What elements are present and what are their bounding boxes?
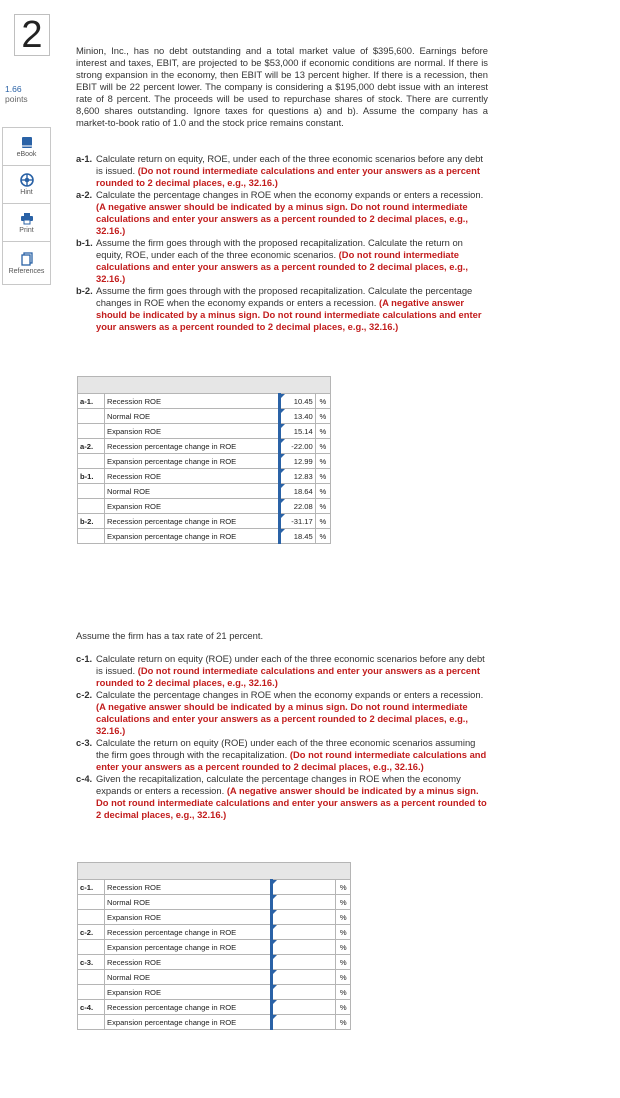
question-list-ab	[76, 153, 488, 333]
answer-input[interactable]	[272, 940, 336, 955]
question-c2: c-2. Calculate the percentage changes in ROE when the economy expands or enters a recession. (A negative answer should be indicated by a minus sign. Do not round intermediate calculations and enter your answers as a percent rounded to 2 decimal places, e.g., 32.16.)	[76, 689, 484, 736]
table-row: Normal ROE %	[78, 895, 351, 910]
table-row: Normal ROE 13.40 %	[78, 409, 331, 424]
problem-statement: Minion, Inc., has no debt outstanding and a total market value of $395,600. Earnings before interest and taxes, EBIT, are projected to be $53,000 if economic conditions are normal. If there is strong expansion in the economy, then EBIT will be 13 percent higher. If there is a recession, then EBIT will be 22 percent lower. The company is considering a $195,000 debt issue with an interest rate of 8 percent. The proceeds will be used to repurchase shares of stock. There are currently 8,600 shares outstanding. Ignore taxes for questions a) and b). Assume the company has a market-to-book ratio of 1.0 and the stock price remains constant.	[76, 45, 488, 128]
points-value: 1.66	[5, 84, 22, 94]
answer-input[interactable]	[272, 985, 336, 1000]
print-button[interactable]	[2, 203, 51, 241]
question-b1: b-1. Assume the firm goes through with the proposed recapitalization. Calculate the return on equity, ROE, under each of the three economic scenarios. (Do not round intermediate calculations and enter your answers as a percent rounded to 2 decimal places, e.g., 32.16.)	[76, 237, 469, 284]
table-row: Expansion percentage change in ROE 12.99 %	[78, 454, 331, 469]
table-row: Expansion percentage change in ROE %	[78, 1015, 351, 1030]
question-number: 2	[14, 14, 50, 56]
question-a1: a-1. Calculate return on equity, ROE, under each of the three economic scenarios before any debt is issued. (Do not round intermediate calculations and enter your answers as a percent rounded to 2 decimal places, e.g., 32.16.)	[76, 153, 484, 188]
table-row: b-2. Recession percentage change in ROE -31.17 %	[78, 514, 331, 529]
references-label: References	[8, 267, 45, 275]
answer-input[interactable]: 22.08	[280, 499, 316, 514]
table-row: Normal ROE %	[78, 970, 351, 985]
print-icon	[20, 212, 34, 225]
table-row: Expansion ROE %	[78, 985, 351, 1000]
answer-input[interactable]: 15.14	[280, 424, 316, 439]
answer-input[interactable]	[272, 970, 336, 985]
table-row: Expansion percentage change in ROE 18.45 %	[78, 529, 331, 544]
table-row: c-3. Recession ROE %	[78, 955, 351, 970]
table-row: c-4. Recession percentage change in ROE %	[78, 1000, 351, 1015]
tool-sidebar	[2, 127, 51, 285]
hint-icon	[20, 173, 34, 187]
tax-assumption: Assume the firm has a tax rate of 21 percent.	[76, 630, 264, 641]
hint-label: Hint	[20, 189, 33, 196]
table-row: c-2. Recession percentage change in ROE %	[78, 925, 351, 940]
question-a2: a-2. Calculate the percentage changes in ROE when the economy expands or enters a recession. (A negative answer should be indicated by a minus sign. Do not round intermediate calculations and enter your answers as a percent rounded to 2 decimal places, e.g., 32.16.)	[76, 189, 484, 236]
answer-table-c	[77, 862, 351, 1030]
answer-input[interactable]: 10.45	[280, 394, 316, 409]
answer-input[interactable]	[272, 910, 336, 925]
ebook-label: eBook	[16, 150, 37, 158]
answer-input[interactable]: 12.83	[280, 469, 316, 484]
table-row: Normal ROE 18.64 %	[78, 484, 331, 499]
question-list-c	[76, 653, 488, 821]
table-row: Expansion ROE %	[78, 910, 351, 925]
answer-input[interactable]: 13.40	[280, 409, 316, 424]
book-icon	[20, 136, 34, 149]
answer-input[interactable]	[272, 895, 336, 910]
answer-input[interactable]: 18.64	[280, 484, 316, 499]
table-row: c-1. Recession ROE %	[78, 880, 351, 895]
table-row: Expansion ROE 22.08 %	[78, 499, 331, 514]
points-box	[5, 84, 28, 104]
print-label: Print	[19, 226, 34, 234]
hint-button[interactable]	[2, 165, 51, 203]
question-c3: c-3. Calculate the return on equity (ROE) under each of the three economic scenarios assuming the firm goes through with the recapitalization. (Do not round intermediate calculations and enter your answers as a percent rounded to 2 decimal places, e.g., 32.16.)	[76, 737, 487, 772]
ebook-button[interactable]	[2, 127, 51, 165]
answer-input[interactable]	[272, 955, 336, 970]
answer-input[interactable]: -31.17	[280, 514, 316, 529]
table-row: Expansion ROE 15.14 %	[78, 424, 331, 439]
table-row: a-2. Recession percentage change in ROE -22.00 %	[78, 439, 331, 454]
answer-input[interactable]	[272, 880, 336, 895]
table-row: Expansion percentage change in ROE %	[78, 940, 351, 955]
question-c4: c-4. Given the recapitalization, calculate the percentage changes in ROE when the economy expands or enters a recession. (A negative answer should be indicated by a minus sign. Do not round intermediate calculations and enter your answers as a percent rounded to 2 decimal places, e.g., 32.16.)	[76, 773, 487, 820]
answer-input[interactable]: -22.00	[280, 439, 316, 454]
points-label: points	[5, 94, 28, 104]
answer-table-ab	[77, 376, 331, 544]
answer-input[interactable]	[272, 925, 336, 940]
answer-input[interactable]	[272, 1000, 336, 1015]
table-row: b-1. Recession ROE 12.83 %	[78, 469, 331, 484]
references-icon	[20, 252, 34, 266]
answer-input[interactable]: 18.45	[280, 529, 316, 544]
answer-input[interactable]	[272, 1015, 336, 1030]
question-b2: b-2. Assume the firm goes through with the proposed recapitalization. Calculate the percentage changes in ROE when the economy expands or enters a recession. (A negative answer should be indicated by a minus sign. Do not round intermediate calculations and enter your answers as a percent rounded to 2 decimal places, e.g., 32.16.)	[76, 285, 482, 332]
references-button[interactable]	[2, 241, 51, 285]
question-c1: c-1. Calculate return on equity (ROE) under each of the three economic scenarios before any debt is issued. (Do not round intermediate calculations and enter your answers as a percent rounded to 2 decimal places, e.g., 32.16.)	[76, 653, 485, 688]
answer-input[interactable]: 12.99	[280, 454, 316, 469]
table-row: a-1. Recession ROE 10.45 %	[78, 394, 331, 409]
